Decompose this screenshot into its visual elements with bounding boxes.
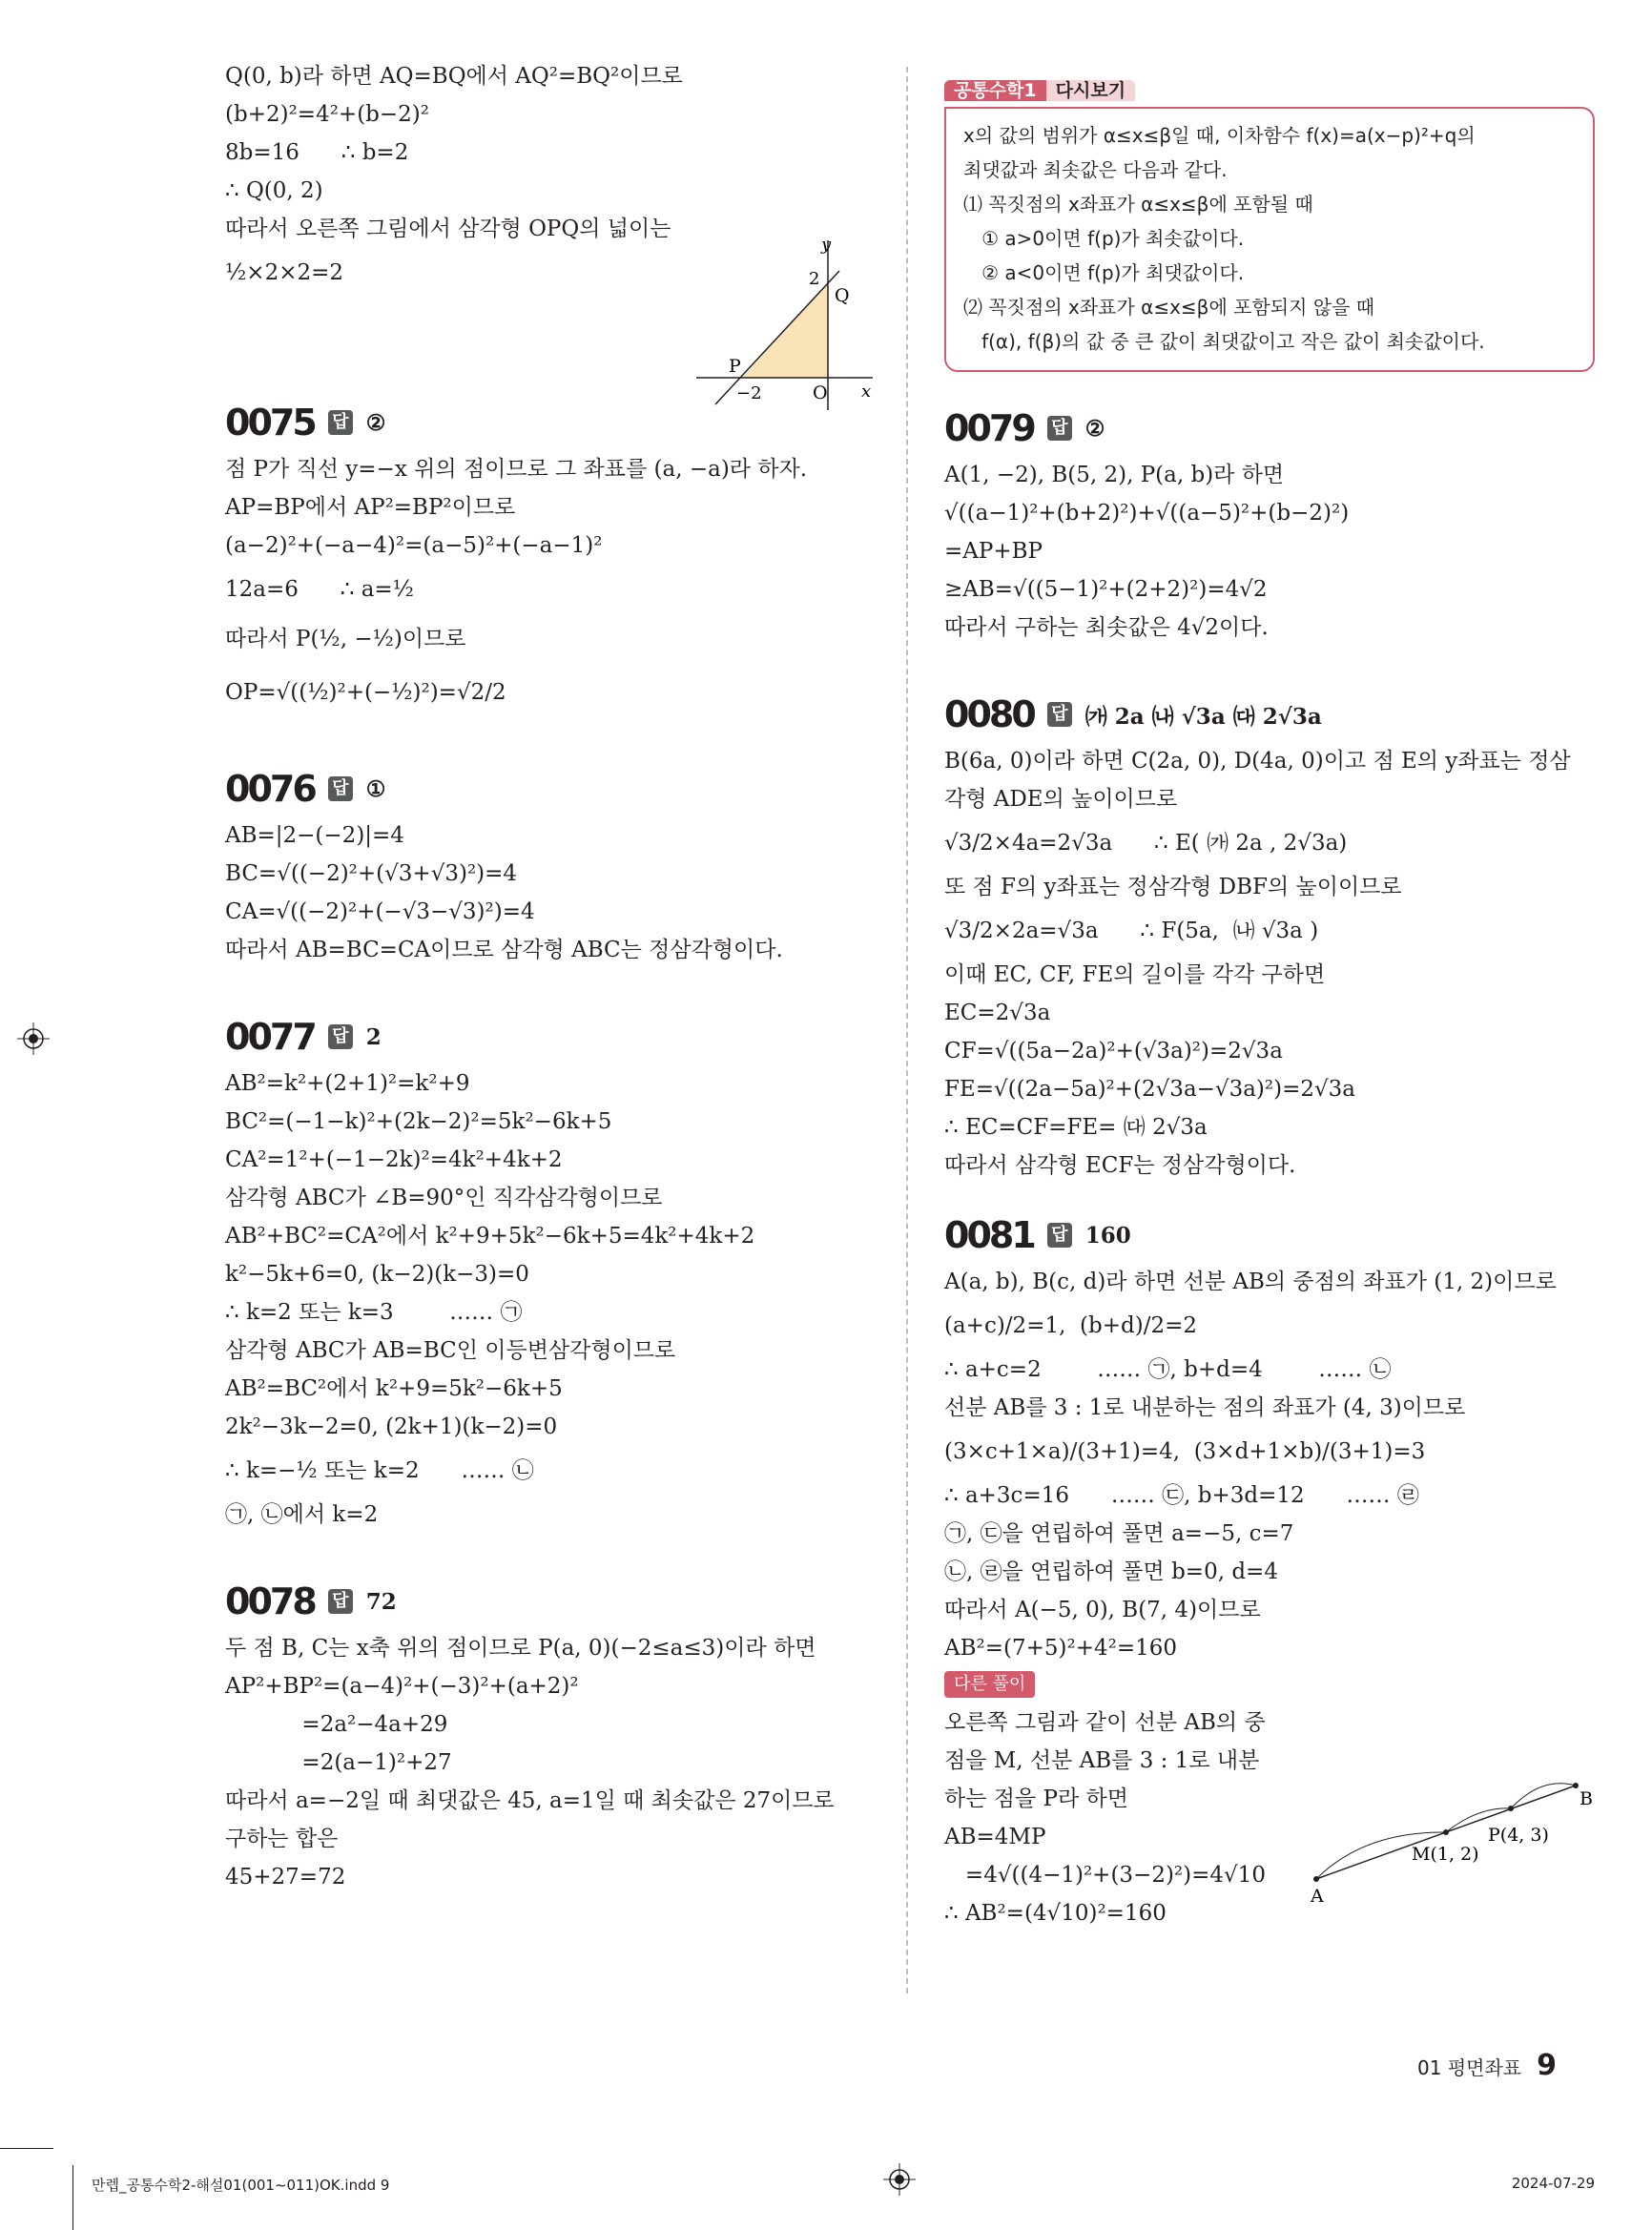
answer-value: ① [365, 775, 386, 802]
text-line: 따라서 A(−5, 0), B(7, 4)이므로 [944, 1598, 1261, 1622]
answer-badge: 답 [328, 776, 353, 801]
review-line: 최댓값과 최솟값은 다음과 같다. [963, 158, 1228, 181]
text-line: 각형 ADE의 높이이므로 [944, 787, 1178, 812]
text-line: ∴ AB²=(4√10)²=160 [944, 1901, 1167, 1926]
answer-value: 2 [365, 1023, 382, 1050]
text-line: 따라서 오른쪽 그림에서 삼각형 OPQ의 넓이는 [225, 217, 671, 241]
problem-0077 [225, 1009, 874, 1534]
review-tab-title: 다시보기 [1046, 80, 1135, 101]
review-line: ② a<0이면 f(p)가 최댓값이다. [963, 261, 1245, 284]
page-footer [1417, 2049, 1557, 2082]
label-a: A [1311, 1886, 1324, 1907]
text-line: 따라서 a=−2일 때 최댓값은 45, a=1일 때 최솟값은 27이므로 [225, 1788, 835, 1813]
text-line: =4√((4−1)²+(3−2)²)=4√10 [944, 1863, 1266, 1888]
text-line: k²−5k+6=0, (k−2)(k−3)=0 [225, 1262, 529, 1287]
problem-number: 0080 [944, 693, 1034, 735]
text-line: (a+c)/2=1, (b+d)/2=2 [944, 1313, 1197, 1338]
text-line: √3/2×4a=2√3a ∴ E( ㈎ 2a , 2√3a) [944, 831, 1348, 856]
page-number: 9 [1537, 2049, 1557, 2082]
origin-label: O [813, 382, 828, 403]
text-line: AB=|2−(−2)|=4 [225, 823, 404, 848]
text-line: ½×2×2=2 [225, 260, 344, 285]
text-line: ∴ a+3c=16 …… ㉢, b+3d=12 …… ㉣ [944, 1483, 1419, 1508]
problem-number: 0075 [225, 402, 315, 444]
answer-badge: 답 [1047, 702, 1072, 727]
text-line: √3/2×2a=√3a ∴ F(5a, ㈏ √3a ) [944, 919, 1319, 943]
text-line: 45+27=72 [225, 1865, 346, 1889]
y-label: y [821, 235, 832, 255]
review-line: ① a>0이면 f(p)가 최솟값이다. [963, 227, 1245, 250]
crop-mark [0, 2148, 53, 2149]
text-line: Q(0, b)라 하면 AQ=BQ에서 AQ²=BQ²이므로 [225, 64, 683, 89]
label-p: P(4, 3) [1488, 1825, 1549, 1846]
problem-number: 0079 [944, 407, 1034, 449]
answer-badge: 답 [328, 1024, 353, 1049]
segment-ab-figure [1297, 1765, 1602, 1908]
problem-number: 0078 [225, 1580, 315, 1622]
text-line: CA=√((−2)²+(−√3−√3)²)=4 [225, 899, 535, 924]
text-line: =2(a−1)²+27 [225, 1750, 452, 1775]
review-line: f(α), f(β)의 값 중 큰 값이 최댓값이고 작은 값이 최솟값이다. [963, 330, 1485, 353]
text-line: 이때 EC, CF, FE의 길이를 각각 구하면 [944, 962, 1326, 987]
answer-value: ② [365, 409, 386, 436]
review-tab-subject: 공통수학1 [944, 80, 1046, 101]
review-line: ⑴ 꼭짓점의 x좌표가 α≤x≤β에 포함될 때 [963, 193, 1313, 216]
text-line: AB²=(7+5)²+4²=160 [944, 1636, 1178, 1661]
problem-0079 [944, 401, 1595, 647]
text-line: AB=4MP [944, 1825, 1046, 1849]
text-line: ㉠, ㉢을 연립하여 풀면 a=−5, c=7 [944, 1521, 1294, 1546]
text-line: 또 점 F의 y좌표는 정삼각형 DBF의 높이이므로 [944, 875, 1402, 899]
x-label: x [861, 382, 872, 402]
problem-number: 0076 [225, 768, 315, 810]
triangle-opq-figure [687, 229, 878, 420]
label-m: M(1, 2) [1412, 1844, 1479, 1865]
answer-badge: 답 [1047, 1223, 1072, 1248]
text-line: FE=√((2a−5a)²+(2√3a−√3a)²)=2√3a [944, 1077, 1356, 1102]
text-line: 점을 M, 선분 AB를 3 : 1로 내분 [944, 1748, 1260, 1773]
text-line: ㉡, ㉣을 연립하여 풀면 b=0, d=4 [944, 1559, 1278, 1584]
text-line: 2k²−3k−2=0, (2k+1)(k−2)=0 [225, 1414, 558, 1439]
text-line: BC²=(−1−k)²+(2k−2)²=5k²−6k+5 [225, 1109, 612, 1134]
text-line: CA²=1²+(−1−2k)²=4k²+4k+2 [225, 1147, 563, 1172]
text-line: B(6a, 0)이라 하면 C(2a, 0), D(4a, 0)이고 점 E의 y좌표는 정삼 [944, 749, 1571, 774]
answer-value: ㈎ 2a ㈏ √3a ㈐ 2√3a [1084, 703, 1322, 730]
review-line: ⑵ 꼭짓점의 x좌표가 α≤x≤β에 포함되지 않을 때 [963, 296, 1375, 319]
text-line: 12a=6 ∴ a=½ [225, 577, 414, 602]
text-line: ∴ EC=CF=FE= ㈐ 2√3a [944, 1115, 1215, 1140]
text-line: 두 점 B, C는 x축 위의 점이므로 P(a, 0)(−2≤a≤3)이라 하면 [225, 1636, 816, 1661]
print-date: 2024-07-29 [1511, 2175, 1595, 2192]
problem-number: 0077 [225, 1016, 315, 1058]
registration-mark-icon [883, 2163, 916, 2196]
answer-badge: 답 [328, 1589, 353, 1614]
tick-two: 2 [809, 269, 820, 289]
chapter-title: 01 평면좌표 [1417, 2056, 1522, 2079]
review-body [944, 107, 1595, 372]
point-m [1443, 1829, 1449, 1835]
text-line: √((a−1)²+(b+2)²)+√((a−5)²+(b−2)²) [944, 501, 1350, 526]
text-line: (3×c+1×a)/(3+1)=4, (3×d+1×b)/(3+1)=3 [944, 1439, 1426, 1464]
text-line: 삼각형 ABC가 ∠B=90°인 직각삼각형이므로 [225, 1186, 663, 1210]
label-b: B [1580, 1788, 1593, 1809]
text-line: OP=√((½)²+(−½)²)=√2/2 [225, 680, 506, 705]
text-line: A(1, −2), B(5, 2), P(a, b)라 하면 [944, 463, 1285, 487]
text-line: =AP+BP [944, 539, 1043, 564]
review-box [944, 74, 1595, 372]
review-line: x의 값의 범위가 α≤x≤β일 때, 이차함수 f(x)=a(x−p)²+q의 [963, 124, 1476, 147]
problem-0080 [944, 687, 1595, 1185]
text-line: =2a²−4a+29 [225, 1712, 448, 1737]
text-line: ∴ k=2 또는 k=3 …… ㉠ [225, 1300, 523, 1325]
answer-badge: 답 [328, 410, 353, 435]
text-line: BC=√((−2)²+(√3+√3)²)=4 [225, 861, 518, 886]
text-line: (a−2)²+(−a−4)²=(a−5)²+(−a−1)² [225, 533, 603, 558]
text-line: 점 P가 직선 y=−x 위의 점이므로 그 좌표를 (a, −a)라 하자. [225, 457, 808, 482]
text-line: 삼각형 ABC가 AB=BC인 이등변삼각형이므로 [225, 1338, 676, 1363]
print-file-info: 만렙_공통수학2-해설01(001~011)OK.indd 9 [92, 2177, 390, 2194]
text-line: EC=2√3a [944, 1001, 1051, 1025]
answer-value: 72 [365, 1588, 397, 1615]
text-line: ≥AB=√((5−1)²+(2+2)²)=4√2 [944, 577, 1268, 602]
text-line: ㉠, ㉡에서 k=2 [225, 1502, 379, 1527]
text-line: AP=BP에서 AP²=BP²이므로 [225, 495, 516, 520]
text-line: 하는 점을 P라 하면 [944, 1786, 1128, 1811]
text-line: 따라서 구하는 최솟값은 4√2이다. [944, 615, 1269, 640]
crop-mark [72, 2165, 73, 2230]
text-line: 구하는 합은 [225, 1827, 339, 1851]
text-line: AP²+BP²=(a−4)²+(−3)²+(a+2)² [225, 1674, 579, 1699]
point-q-label: Q [835, 285, 850, 306]
text-line: 8b=16 ∴ b=2 [225, 140, 409, 165]
problem-number: 0081 [944, 1214, 1034, 1256]
text-line: ∴ k=−½ 또는 k=2 …… ㉡ [225, 1458, 534, 1483]
tick-neg-two: −2 [736, 383, 762, 403]
text-line: ∴ a+c=2 …… ㉠, b+d=4 …… ㉡ [944, 1357, 1392, 1382]
point-p [1508, 1806, 1514, 1811]
text-line: ∴ Q(0, 2) [225, 178, 323, 203]
text-line: 따라서 AB=BC=CA이므로 삼각형 ABC는 정삼각형이다. [225, 938, 783, 962]
point-b [1573, 1783, 1579, 1788]
problem-0075 [225, 395, 874, 721]
point-p-label: P [729, 356, 741, 377]
problem-0078 [225, 1574, 874, 1896]
text-line: 오른쪽 그림과 같이 선분 AB의 중 [944, 1710, 1266, 1735]
answer-badge: 답 [1047, 416, 1072, 441]
text-line: AB²=BC²에서 k²+9=5k²−6k+5 [225, 1376, 563, 1401]
registration-mark-icon [17, 1022, 50, 1055]
answer-value: ② [1084, 415, 1105, 442]
right-column [944, 74, 1595, 1932]
text-line: 따라서 삼각형 ECF는 정삼각형이다. [944, 1153, 1296, 1178]
text-line: A(a, b), B(c, d)라 하면 선분 AB의 중점의 좌표가 (1, 2)이므로 [944, 1270, 1557, 1294]
other-solution-tag: 다른 풀이 [944, 1671, 1035, 1698]
text-line: (b+2)²=4²+(b−2)² [225, 102, 429, 127]
answer-value: 160 [1084, 1222, 1131, 1249]
text-line: AB²=k²+(2+1)²=k²+9 [225, 1071, 470, 1096]
problem-0076 [225, 761, 874, 969]
column-divider [906, 67, 908, 1993]
text-line: 따라서 P(½, −½)이므로 [225, 627, 466, 651]
text-line: CF=√((5a−2a)²+(√3a)²)=2√3a [944, 1039, 1283, 1063]
review-tab [944, 74, 1135, 107]
point-a [1313, 1876, 1319, 1882]
text-line: AB²+BC²=CA²에서 k²+9+5k²−6k+5=4k²+4k+2 [225, 1224, 755, 1249]
text-line: 선분 AB를 3 : 1로 내분하는 점의 좌표가 (4, 3)이므로 [944, 1395, 1466, 1420]
